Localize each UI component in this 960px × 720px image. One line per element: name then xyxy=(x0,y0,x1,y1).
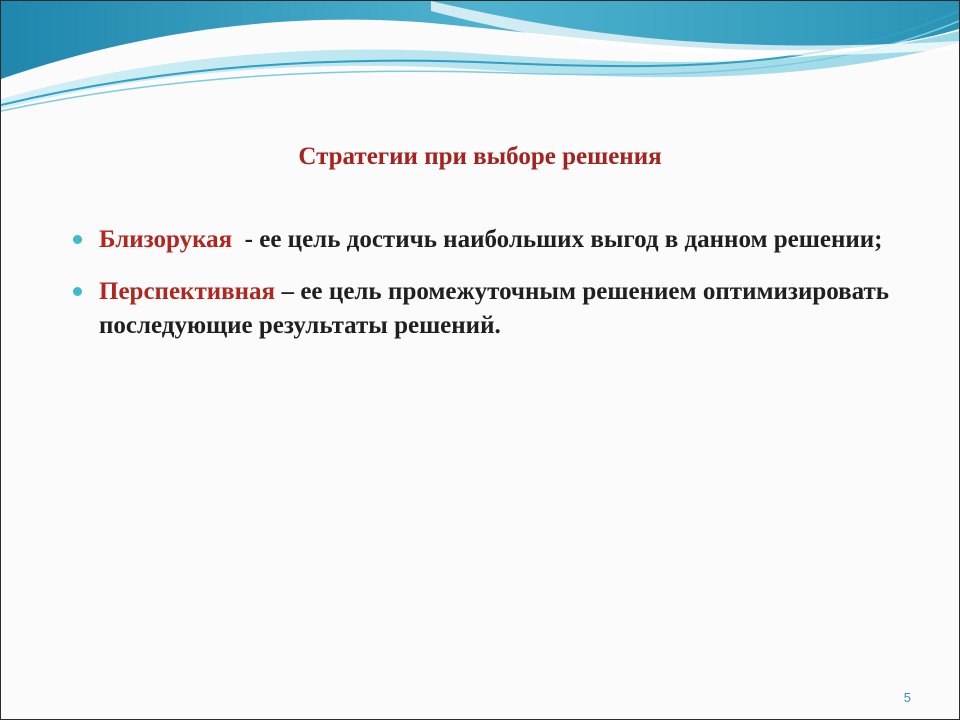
bullet-list xyxy=(73,223,896,361)
bullet-text: - ее цель достичь наибольших выгод в данном решении; xyxy=(232,226,883,253)
bullet-dot-icon xyxy=(73,235,82,244)
bullet-text: – ее цель промежуточным решением оптимизировать последующие результаты решений. xyxy=(99,278,896,339)
bullet-item xyxy=(73,223,889,257)
slide-title: Стратегии при выборе решения xyxy=(298,143,662,170)
bullet-term: Близорукая xyxy=(99,226,233,253)
bullet-item xyxy=(73,275,896,343)
header-wave-decoration xyxy=(1,1,959,151)
bullet-term: Перспективная xyxy=(99,278,276,305)
bullet-dot-icon xyxy=(73,287,82,296)
page-number: 5 xyxy=(903,690,911,705)
